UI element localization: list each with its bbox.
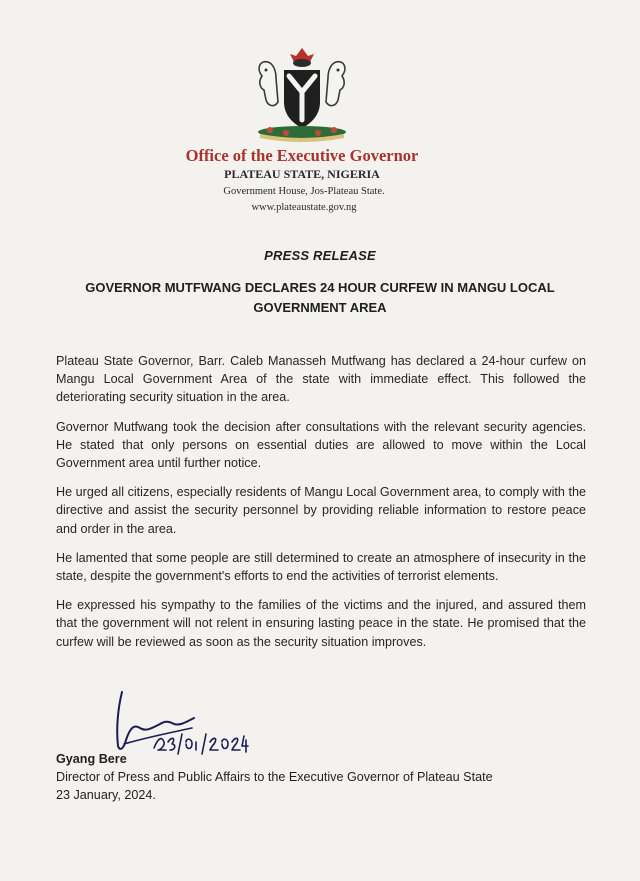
- paragraph: He urged all citizens, especially residents of Mangu Local Government area, to comply with the directive and assist the security personnel by providing reliable information to restore peace and order in the area.: [56, 485, 586, 536]
- office-title: Office of the Executive Governor: [185, 146, 419, 165]
- signatory-block: [56, 750, 493, 804]
- office-address: Government House, Jos-Plateau State.: [223, 186, 385, 197]
- state-name: PLATEAU STATE, NIGERIA: [224, 167, 380, 181]
- press-release-label: PRESS RELEASE: [264, 248, 376, 263]
- release-date: 23 January, 2024.: [56, 788, 156, 802]
- release-body: [56, 352, 586, 662]
- nigeria-coat-of-arms-icon: [246, 46, 358, 142]
- headline: GOVERNOR MUTFWANG DECLARES 24 HOUR CURFEW IN MANGU LOCAL GOVERNMENT AREA: [85, 280, 555, 315]
- signatory-title: Director of Press and Public Affairs to the Executive Governor of Plateau State: [56, 770, 493, 784]
- website: www.plateaustate.gov.ng: [251, 202, 357, 213]
- paragraph: Plateau State Governor, Barr. Caleb Manasseh Mutfwang has declared a 24-hour curfew on Mangu Local Government Area of the state with immediate effect. This followed the deteriorating security situation in the area.: [56, 354, 586, 405]
- paragraph: He lamented that some people are still determined to create an atmosphere of insecurity in the state, despite the government's efforts to end the activities of terrorist elements.: [56, 550, 586, 584]
- paragraph: Governor Mutfwang took the decision after consultations with the relevant security agencies. He stated that only persons on essential duties are allowed to move within the Local Government area until further notice.: [56, 419, 586, 471]
- signatory-name: Gyang Bere: [56, 752, 127, 766]
- paragraph: He expressed his sympathy to the families of the victims and the injured, and assured them that the government will not relent in ensuring lasting peace in the state. He promised that the curfew will be reviewed as soon as the security situation improves.: [56, 598, 586, 649]
